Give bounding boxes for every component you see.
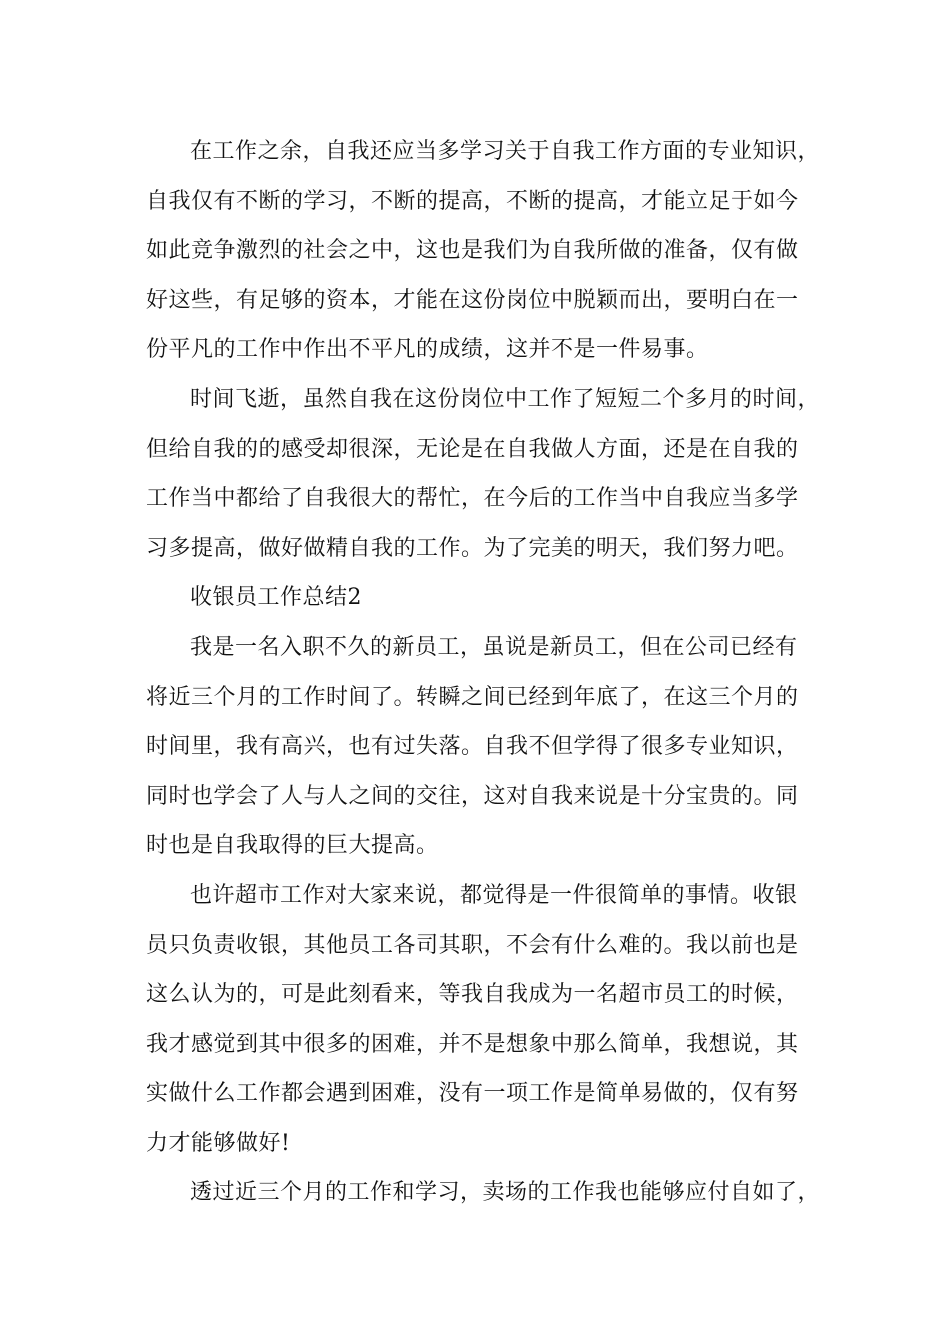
paragraph-line: 自我仅有不断的学习，不断的提高，不断的提高，才能立足于如今 [146, 188, 799, 214]
paragraph-line: 习多提高，做好做精自我的工作。为了完美的明天，我们努力吧。 [146, 535, 799, 561]
paragraph-line: 力才能够做好! [146, 1130, 291, 1156]
paragraph-line: 时间飞逝，虽然自我在这份岗位中工作了短短二个多月的时间， [190, 386, 821, 412]
paragraph-line: 同时也学会了人与人之间的交往，这对自我来说是十分宝贵的。同 [146, 783, 799, 809]
paragraph-line: 时间里，我有高兴，也有过失落。自我不但学得了很多专业知识， [146, 734, 799, 760]
paragraph-line: 我是一名入职不久的新员工，虽说是新员工，但在公司已经有 [190, 634, 798, 660]
paragraph-line: 透过近三个月的工作和学习，卖场的工作我也能够应付自如了， [190, 1180, 821, 1206]
paragraph-line: 份平凡的工作中作出不平凡的成绩，这并不是一件易事。 [146, 337, 709, 363]
paragraph-line: 工作当中都给了自我很大的帮忙，在今后的工作当中自我应当多学 [146, 486, 799, 512]
paragraph-line: 但给自我的的感受却很深，无论是在自我做人方面，还是在自我的 [146, 436, 799, 462]
document-body [146, 127, 826, 1218]
paragraph-line: 实做什么工作都会遇到困难，没有一项工作是简单易做的，仅有努 [146, 1081, 799, 1107]
paragraph-line: 员只负责收银，其他员工各司其职，不会有什么难的。我以前也是 [146, 932, 799, 958]
paragraph-line: 如此竞争激烈的社会之中，这也是我们为自我所做的准备，仅有做 [146, 238, 799, 264]
paragraph-line: 好这些，有足够的资本，才能在这份岗位中脱颖而出，要明白在一 [146, 287, 799, 313]
paragraph-line: 时也是自我取得的巨大提高。 [146, 833, 439, 859]
paragraph-line: 我才感觉到其中很多的困难，并不是想象中那么简单，我想说，其 [146, 1031, 799, 1057]
paragraph-line: 在工作之余，自我还应当多学习关于自我工作方面的专业知识， [190, 139, 821, 164]
paragraph-line: 也许超市工作对大家来说，都觉得是一件很简单的事情。收银 [190, 882, 798, 908]
paragraph-line: 将近三个月的工作时间了。转瞬之间已经到年底了，在这三个月的 [146, 684, 799, 710]
section-heading: 收银员工作总结2 [190, 585, 362, 611]
paragraph-line: 这么认为的，可是此刻看来，等我自我成为一名超市员工的时候， [146, 982, 799, 1008]
